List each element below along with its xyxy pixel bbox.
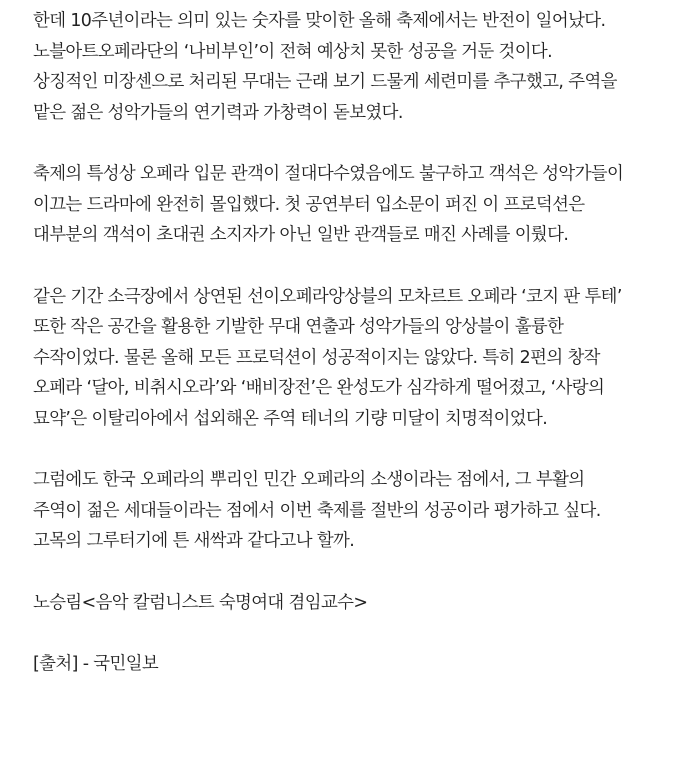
author-byline [33, 588, 697, 619]
paragraph-spacer [33, 557, 697, 588]
paragraph-line: 상징적인 미장센으로 처리된 무대는 근래 보기 드물게 세련미를 추구했고, 주역을 [33, 72, 617, 92]
paragraph-line: 같은 기간 소극장에서 상연된 선이오페라앙상블의 모차르트 오페라 ‘코지 판 투테’ [33, 286, 622, 307]
paragraph-line: 이끄는 드라마에 완전히 몰입했다. 첫 공연부터 입소문이 퍼진 이 프로덕션은 [33, 194, 585, 215]
paragraph-2 [33, 159, 697, 251]
paragraph-line: 오페라 ‘달아, 비취시오라’와 ‘배비장전’은 완성도가 심각하게 떨어졌고, ‘사랑의 [33, 378, 605, 398]
paragraph-spacer [33, 434, 697, 465]
paragraph-line: 고목의 그루터기에 튼 새싹과 같다고나 할까. [33, 531, 355, 551]
article-body [33, 6, 697, 680]
paragraph-line: 또한 작은 공간을 활용한 기발한 무대 연출과 성악가들의 앙상블이 훌륭한 [33, 317, 564, 337]
paragraph-line: 노블아트오페라단의 ‘나비부인’이 전혀 예상치 못한 성공을 거둔 것이다. [33, 41, 553, 62]
paragraph-line: 한데 10주년이라는 의미 있는 숫자를 맞이한 올해 축제에서는 반전이 일어났다. [33, 11, 606, 31]
byline-text: 노승림<음악 칼럼니스트 숙명여대 겸임교수> [33, 592, 368, 613]
source-text: [출처] - 국민일보 [33, 654, 159, 674]
paragraph-line: 그럼에도 한국 오페라의 뿌리인 민간 오페라의 소생이라는 점에서, 그 부활의 [33, 470, 585, 490]
paragraph-4 [33, 465, 697, 557]
paragraph-3 [33, 282, 697, 435]
paragraph-line: 묘약’은 이탈리아에서 섭외해온 주역 테너의 기량 미달이 치명적이었다. [33, 408, 548, 429]
paragraph-spacer [33, 618, 697, 649]
paragraph-1 [33, 6, 697, 128]
source-credit [33, 649, 697, 680]
paragraph-spacer [33, 128, 697, 159]
paragraph-line: 대부분의 객석이 초대권 소지자가 아닌 일반 관객들로 매진 사례를 이뤘다. [33, 225, 569, 245]
paragraph-line: 축제의 특성상 오페라 입문 관객이 절대다수였음에도 불구하고 객석은 성악가들이 [33, 164, 624, 184]
paragraph-line: 수작이었다. 물론 올해 모든 프로덕션이 성공적이지는 않았다. 특히 2편의 창작 [33, 347, 600, 368]
paragraph-line: 주역이 젊은 세대들이라는 점에서 이번 축제를 절반의 성공이라 평가하고 싶다. [33, 500, 601, 521]
paragraph-line: 맡은 젊은 성악가들의 연기력과 가창력이 돋보였다. [33, 102, 403, 123]
paragraph-spacer [33, 251, 697, 282]
